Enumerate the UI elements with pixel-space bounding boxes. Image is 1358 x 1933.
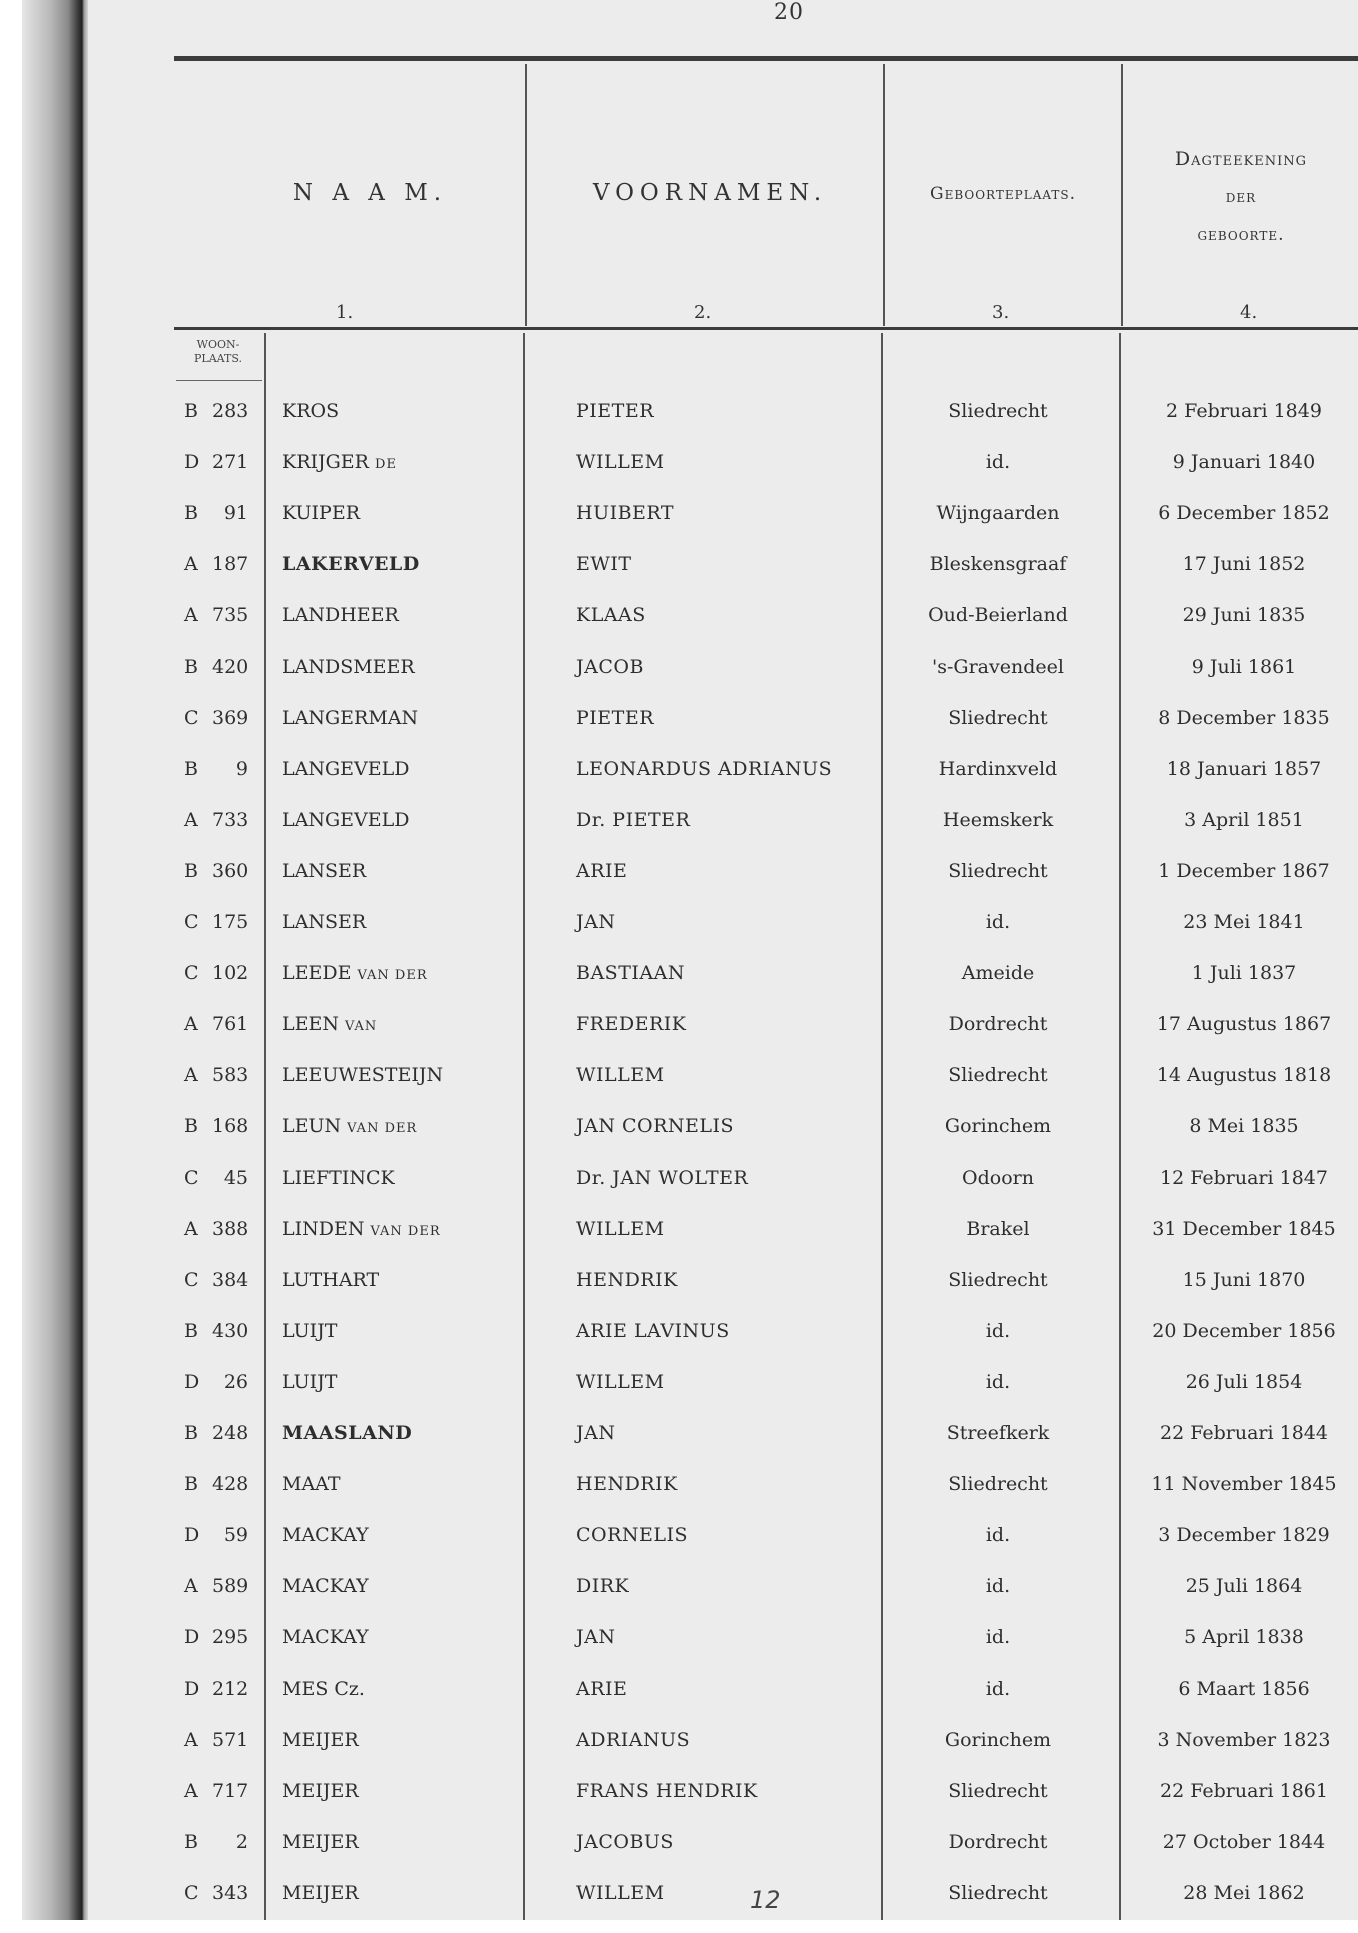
naam-particle: VAN DER <box>347 1121 418 1137</box>
naam: MEIJER <box>282 1728 359 1751</box>
geboortedatum: 20 December 1856 <box>1152 1319 1336 1342</box>
voornamen: Dr. PIETER <box>576 808 691 831</box>
woonplaats-number: 428 <box>212 1473 249 1496</box>
woonplaats-number: 45 <box>223 1166 248 1189</box>
naam-cell <box>282 1167 395 1189</box>
geboorteplaats: id. <box>985 1575 1011 1598</box>
geboorteplaats: id. <box>985 1370 1011 1393</box>
woonplaats-number: 733 <box>212 808 249 831</box>
table-row <box>0 911 1358 962</box>
woonplaats-number: 384 <box>212 1268 249 1291</box>
geboorteplaats: Sliedrecht <box>948 400 1048 422</box>
table-row <box>0 1269 1358 1320</box>
voornamen: LEONARDUS ADRIANUS <box>576 757 833 780</box>
woonplaats-letter: A <box>184 808 198 831</box>
naam: LIEFTINCK <box>282 1166 395 1189</box>
naam: LUIJT <box>282 1319 338 1342</box>
header-dagteekening <box>1124 140 1358 254</box>
woonplaats-letter: C <box>184 1166 199 1189</box>
geboortedatum: 8 Mei 1835 <box>1189 1115 1299 1138</box>
voornamen: ARIE <box>576 1677 628 1700</box>
woonplaats-letter: B <box>184 655 198 678</box>
geboorteplaats: id. <box>985 1319 1011 1342</box>
woonplaats-number: 168 <box>212 1115 249 1138</box>
naam: LANSER <box>282 859 367 882</box>
table-row <box>0 758 1358 809</box>
naam: MACKAY <box>282 1575 369 1598</box>
voornamen: JAN <box>576 1626 616 1649</box>
woonplaats-letter: B <box>184 1319 198 1342</box>
geboortedatum: 12 Februari 1847 <box>1160 1166 1328 1189</box>
naam-particle: VAN DER <box>357 968 428 984</box>
naam-particle: VAN DER <box>370 1223 441 1239</box>
woonplaats-number: 187 <box>212 553 249 576</box>
woonplaats-letter: D <box>184 1626 200 1649</box>
naam-cell <box>282 1882 359 1904</box>
table-row <box>0 1626 1358 1677</box>
header-dagteekening-line1: Dagteekening <box>1174 148 1308 170</box>
naam-particle: DE <box>375 457 397 473</box>
woonplaats-number: 420 <box>212 655 249 678</box>
geboortedatum: 27 October 1844 <box>1162 1830 1326 1853</box>
voornamen: DIRK <box>576 1575 630 1598</box>
column-number-4: 4. <box>1240 302 1258 323</box>
woonplaats-letter: C <box>184 706 199 729</box>
woonplaats-number: 761 <box>212 1013 249 1036</box>
geboortedatum: 9 Januari 1840 <box>1172 451 1316 474</box>
naam: LANDHEER <box>282 604 399 627</box>
woonplaats-number: 102 <box>212 962 249 985</box>
naam: KROS <box>282 400 340 422</box>
naam: KUIPER <box>282 502 360 525</box>
woonplaats-letter: C <box>184 911 199 933</box>
woonplaats-number: 343 <box>212 1881 249 1904</box>
column-divider <box>883 64 885 326</box>
geboorteplaats: Dordrecht <box>948 1013 1048 1036</box>
geboorteplaats: Streefkerk <box>946 1422 1050 1444</box>
woonplaats-number: 9 <box>235 757 248 780</box>
table-row <box>0 604 1358 655</box>
woonplaats-letter: C <box>184 1268 199 1291</box>
woonplaats-letter: B <box>184 400 198 422</box>
table-row <box>0 400 1358 451</box>
woonplaats-number: 295 <box>212 1626 249 1649</box>
naam-cell <box>282 400 339 422</box>
table-row <box>0 1575 1358 1626</box>
naam-cell <box>282 553 420 575</box>
woonplaats-letter: A <box>184 1064 198 1087</box>
woonplaats-letter: B <box>184 502 198 525</box>
voornamen: JAN CORNELIS <box>576 1115 735 1138</box>
voornamen: WILLEM <box>576 1064 665 1087</box>
column-number-1: 1. <box>336 302 354 323</box>
geboortedatum: 9 Juli 1861 <box>1191 655 1297 678</box>
geboortedatum: 23 Mei 1841 <box>1183 911 1305 933</box>
woonplaats-letter: B <box>184 859 198 882</box>
geboorteplaats: Sliedrecht <box>948 1779 1048 1802</box>
voornamen: HENDRIK <box>576 1268 678 1291</box>
naam: KRIJGER <box>282 451 369 474</box>
geboortedatum: 1 Juli 1837 <box>1191 962 1297 985</box>
naam: LEEN <box>282 1013 339 1036</box>
page-number: 20 <box>774 0 804 25</box>
voornamen: PIETER <box>576 400 655 422</box>
table-row <box>0 1831 1358 1882</box>
geboorteplaats: Hardinxveld <box>938 757 1058 780</box>
woonplaats-number: 248 <box>212 1422 249 1444</box>
header-bottom-rule <box>174 327 1358 330</box>
geboorteplaats: Oud-Beierland <box>928 604 1068 627</box>
woonplaats-letter: A <box>184 1728 198 1751</box>
naam-cell <box>282 707 418 729</box>
geboorteplaats: Dordrecht <box>948 1830 1048 1853</box>
naam-cell <box>282 911 366 933</box>
naam: LANGEVELD <box>282 757 410 780</box>
geboorteplaats: Heemskerk <box>942 808 1054 831</box>
table-row <box>0 656 1358 707</box>
naam: LUTHART <box>282 1268 380 1291</box>
geboorteplaats: Odoorn <box>962 1166 1034 1189</box>
geboortedatum: 6 December 1852 <box>1158 502 1330 525</box>
woonplaats-letter: C <box>184 962 199 985</box>
naam: LANGERMAN <box>282 706 419 729</box>
voornamen: WILLEM <box>576 1217 665 1240</box>
geboorteplaats: Sliedrecht <box>948 706 1048 729</box>
header-top-rule <box>174 56 1358 61</box>
naam-cell <box>282 1218 441 1240</box>
naam-cell <box>282 604 399 626</box>
woonplaats-number: 583 <box>212 1064 249 1087</box>
table-row <box>0 451 1358 502</box>
geboortedatum: 17 Augustus 1867 <box>1156 1013 1332 1036</box>
handwritten-note: 12 <box>750 1886 781 1914</box>
header-naam: N A A M. <box>292 180 448 206</box>
header-dagteekening-line2: der <box>1225 187 1257 207</box>
voornamen: ARIE <box>576 859 628 882</box>
geboortedatum: 2 Februari 1849 <box>1166 400 1322 422</box>
woonplaats-number: 717 <box>212 1779 249 1802</box>
woonplaats-number: 369 <box>212 706 249 729</box>
geboortedatum: 17 Juni 1852 <box>1182 553 1306 576</box>
naam-cell <box>282 1626 369 1648</box>
table-row <box>0 1882 1358 1933</box>
naam: LANSER <box>282 911 367 933</box>
naam: MACKAY <box>282 1524 369 1547</box>
naam-cell <box>282 1064 443 1086</box>
woonplaats-number: 430 <box>212 1319 249 1342</box>
woonplaats-number: 59 <box>223 1524 248 1547</box>
woonplaats-letter: A <box>184 553 198 576</box>
geboortedatum: 6 Maart 1856 <box>1178 1677 1310 1700</box>
geboortedatum: 22 Februari 1844 <box>1160 1422 1328 1444</box>
woonplaats-letter: B <box>184 757 198 780</box>
table-row <box>0 553 1358 604</box>
header-voornamen: VOORNAMEN. <box>592 180 828 206</box>
voornamen: JAN <box>576 911 616 933</box>
geboortedatum: 15 Juni 1870 <box>1182 1268 1306 1291</box>
geboortedatum: 14 Augustus 1818 <box>1156 1064 1332 1087</box>
naam: MEIJER <box>282 1779 359 1802</box>
column-number-3: 3. <box>992 302 1010 323</box>
voornamen: FREDERIK <box>576 1013 687 1036</box>
woonplaats-header <box>176 338 260 366</box>
table-row <box>0 962 1358 1013</box>
naam-cell <box>282 1320 337 1342</box>
naam: MACKAY <box>282 1626 369 1649</box>
woonplaats-number: 388 <box>212 1217 249 1240</box>
woonplaats-number: 212 <box>212 1677 249 1700</box>
column-divider <box>1121 64 1123 326</box>
naam-cell <box>282 656 415 678</box>
voornamen: WILLEM <box>576 451 665 474</box>
geboortedatum: 22 Februari 1861 <box>1160 1779 1328 1802</box>
naam: LEUN <box>282 1115 342 1138</box>
woonplaats-rule <box>176 380 262 381</box>
geboortedatum: 29 Juni 1835 <box>1182 604 1306 627</box>
geboorteplaats: Sliedrecht <box>948 859 1048 882</box>
table-row <box>0 1729 1358 1780</box>
table-row <box>0 1422 1358 1473</box>
geboortedatum: 11 November 1845 <box>1151 1473 1337 1496</box>
table-row <box>0 1115 1358 1166</box>
geboortedatum: 26 Juli 1854 <box>1185 1370 1303 1393</box>
woonplaats-letter: A <box>184 1575 198 1598</box>
naam: MEIJER <box>282 1830 359 1853</box>
naam-cell <box>282 502 360 524</box>
voornamen: Dr. JAN WOLTER <box>576 1166 749 1189</box>
naam-cell <box>282 1013 377 1035</box>
naam: LAKERVELD <box>282 553 420 576</box>
table-row <box>0 860 1358 911</box>
woonplaats-letter: A <box>184 1779 198 1802</box>
voornamen: CORNELIS <box>576 1524 689 1547</box>
geboortedatum: 3 December 1829 <box>1158 1524 1330 1547</box>
geboorteplaats: id. <box>985 1524 1011 1547</box>
geboorteplaats: Sliedrecht <box>948 1268 1048 1291</box>
geboorteplaats: 's-Gravendeel <box>932 655 1064 678</box>
voornamen: ADRIANUS <box>576 1728 691 1751</box>
woonplaats-header-line2: PLAATS. <box>194 352 242 365</box>
naam: LUIJT <box>282 1370 338 1393</box>
geboortedatum: 28 Mei 1862 <box>1183 1881 1305 1904</box>
geboorteplaats: Sliedrecht <box>948 1473 1048 1496</box>
woonplaats-letter: B <box>184 1422 198 1444</box>
naam: LEEDE <box>282 962 352 985</box>
naam: MAASLAND <box>282 1422 413 1444</box>
woonplaats-letter: D <box>184 1677 200 1700</box>
table-row <box>0 502 1358 553</box>
table-row <box>0 1167 1358 1218</box>
table-row <box>0 1524 1358 1575</box>
table-row <box>0 707 1358 758</box>
geboortedatum: 18 Januari 1857 <box>1166 757 1322 780</box>
naam-cell <box>282 809 409 831</box>
table-row <box>0 1473 1358 1524</box>
voornamen: WILLEM <box>576 1881 665 1904</box>
geboorteplaats: id. <box>985 911 1011 933</box>
woonplaats-letter: A <box>184 1013 198 1036</box>
woonplaats-letter: D <box>184 451 200 474</box>
naam-cell <box>282 451 397 473</box>
woonplaats-number: 175 <box>212 911 249 933</box>
geboorteplaats: Wijngaarden <box>936 502 1060 525</box>
geboorteplaats: id. <box>985 451 1011 474</box>
voornamen: PIETER <box>576 706 655 729</box>
naam-cell <box>282 1371 337 1393</box>
voornamen: JAN <box>576 1422 616 1444</box>
geboorteplaats: Gorinchem <box>944 1115 1052 1138</box>
naam-cell <box>282 1729 359 1751</box>
woonplaats-letter: A <box>184 1217 198 1240</box>
woonplaats-number: 571 <box>212 1728 249 1751</box>
geboortedatum: 25 Juli 1864 <box>1185 1575 1303 1598</box>
column-number-2: 2. <box>694 302 712 323</box>
table-row <box>0 1013 1358 1064</box>
woonplaats-header-line1: WOON- <box>196 338 240 351</box>
woonplaats-letter: D <box>184 1370 200 1393</box>
woonplaats-letter: B <box>184 1473 198 1496</box>
voornamen: BASTIAAN <box>576 962 685 985</box>
geboorteplaats: id. <box>985 1626 1011 1649</box>
geboortedatum: 5 April 1838 <box>1184 1626 1304 1649</box>
geboorteplaats: Sliedrecht <box>948 1881 1048 1904</box>
geboortedatum: 31 December 1845 <box>1152 1217 1336 1240</box>
woonplaats-number: 589 <box>212 1575 249 1598</box>
woonplaats-letter: B <box>184 1115 198 1138</box>
woonplaats-number: 26 <box>223 1370 248 1393</box>
woonplaats-number: 735 <box>212 604 249 627</box>
geboortedatum: 8 December 1835 <box>1158 706 1330 729</box>
naam-cell <box>282 1422 412 1444</box>
naam-cell <box>282 758 409 780</box>
header-geboorteplaats: Geboorteplaats. <box>930 184 1076 204</box>
woonplaats-number: 2 <box>235 1830 248 1853</box>
table-row <box>0 1218 1358 1269</box>
naam: LINDEN <box>282 1217 365 1240</box>
geboortedatum: 1 December 1867 <box>1158 859 1330 882</box>
woonplaats-number: 91 <box>223 502 248 525</box>
voornamen: JACOBUS <box>576 1830 674 1853</box>
naam-cell <box>282 1269 379 1291</box>
table-row <box>0 809 1358 860</box>
naam: LEEUWESTEIJN <box>282 1064 444 1087</box>
geboortedatum: 3 November 1823 <box>1157 1728 1331 1751</box>
naam-cell <box>282 1524 369 1546</box>
woonplaats-letter: C <box>184 1881 199 1904</box>
voornamen: FRANS HENDRIK <box>576 1779 758 1802</box>
geboorteplaats: id. <box>985 1677 1011 1700</box>
naam: MES Cz. <box>282 1677 365 1700</box>
table-row <box>0 1371 1358 1422</box>
naam-cell <box>282 1678 365 1700</box>
table-row <box>0 1320 1358 1371</box>
header-dagteekening-line3: geboorte. <box>1197 225 1285 245</box>
naam-particle: VAN <box>345 1019 378 1035</box>
woonplaats-number: 271 <box>212 451 249 474</box>
geboorteplaats: Brakel <box>966 1217 1030 1240</box>
naam-cell <box>282 1115 417 1137</box>
voornamen: EWIT <box>576 553 632 576</box>
naam: LANDSMEER <box>282 655 415 678</box>
naam-cell <box>282 1473 341 1495</box>
naam-cell <box>282 1575 369 1597</box>
woonplaats-number: 283 <box>212 400 249 422</box>
naam-cell <box>282 1780 359 1802</box>
voornamen: WILLEM <box>576 1370 665 1393</box>
voornamen: JACOB <box>576 655 644 678</box>
voornamen: HUIBERT <box>576 502 675 525</box>
voornamen: HENDRIK <box>576 1473 678 1496</box>
table-row <box>0 1780 1358 1831</box>
geboorteplaats: Sliedrecht <box>948 1064 1048 1087</box>
naam-cell <box>282 962 428 984</box>
woonplaats-letter: D <box>184 1524 200 1547</box>
geboorteplaats: Bleskensgraaf <box>929 553 1067 576</box>
geboorteplaats: Ameide <box>961 962 1035 985</box>
naam: MEIJER <box>282 1881 359 1904</box>
table-row <box>0 1678 1358 1729</box>
voornamen: ARIE LAVINUS <box>576 1319 730 1342</box>
geboorteplaats: Gorinchem <box>944 1728 1052 1751</box>
column-divider <box>525 64 527 326</box>
woonplaats-number: 360 <box>212 859 249 882</box>
naam: MAAT <box>282 1473 341 1496</box>
woonplaats-letter: B <box>184 1830 198 1853</box>
naam: LANGEVELD <box>282 808 410 831</box>
geboortedatum: 3 April 1851 <box>1184 808 1304 831</box>
table-row <box>0 1064 1358 1115</box>
naam-cell <box>282 860 366 882</box>
woonplaats-letter: A <box>184 604 198 627</box>
naam-cell <box>282 1831 359 1853</box>
voornamen: KLAAS <box>576 604 646 627</box>
